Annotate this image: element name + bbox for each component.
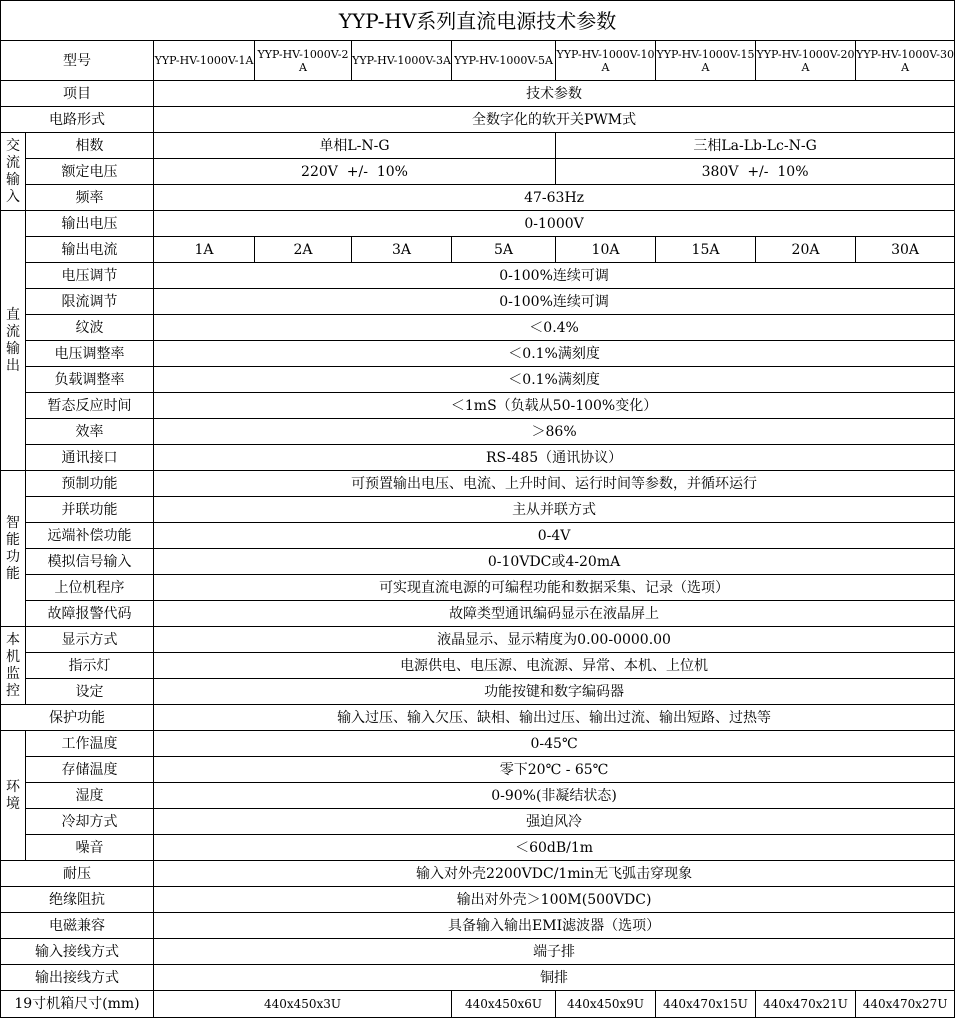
group-label-smart: 智能功能: [1, 471, 26, 627]
table-row: [1, 627, 955, 653]
table-row: [1, 835, 955, 861]
row-label: 额定电压: [26, 159, 154, 185]
row-value: ＜0.1%满刻度: [154, 367, 955, 393]
table-row: [1, 289, 955, 315]
table-row: [1, 757, 955, 783]
current-cell: 15A: [656, 237, 756, 263]
chassis-cell: 440x450x6U: [452, 991, 556, 1018]
row-value: 端子排: [154, 939, 955, 965]
current-cell: 20A: [756, 237, 856, 263]
current-cell: 5A: [452, 237, 556, 263]
row-value: 0-100%连续可调: [154, 289, 955, 315]
table-row: [1, 81, 955, 107]
row-label: 电磁兼容: [1, 913, 154, 939]
row-label: 噪音: [26, 835, 154, 861]
row-value: 0-100%连续可调: [154, 263, 955, 289]
row-label: 显示方式: [26, 627, 154, 653]
row-value: 可实现直流电源的可编程功能和数据采集、记录（选项）: [154, 575, 955, 601]
row-label: 输出电流: [26, 237, 154, 263]
table-row: [1, 133, 955, 159]
table-row: [1, 263, 955, 289]
row-value: 零下20℃ - 65℃: [154, 757, 955, 783]
row-value: 具备输入输出EMI滤波器（选项）: [154, 913, 955, 939]
table-row: [1, 523, 955, 549]
row-label: 19寸机箱尺寸(mm): [1, 991, 154, 1018]
chassis-cell: 440x450x9U: [556, 991, 656, 1018]
table-row: [1, 939, 955, 965]
row-value: 单相L-N-G: [154, 133, 556, 159]
row-label: 耐压: [1, 861, 154, 887]
row-value: 三相La-Lb-Lc-N-G: [556, 133, 955, 159]
row-label: 故障报警代码: [26, 601, 154, 627]
table-row: [1, 315, 955, 341]
row-label: 限流调节: [26, 289, 154, 315]
table-row: [1, 497, 955, 523]
row-label: 效率: [26, 419, 154, 445]
row-label: 远端补偿功能: [26, 523, 154, 549]
row-value: 功能按键和数字编码器: [154, 679, 955, 705]
model-cell: YYP-HV-1000V-15A: [656, 41, 756, 81]
table-row: [1, 419, 955, 445]
row-value: 0-1000V: [154, 211, 955, 237]
table-row: [1, 887, 955, 913]
model-cell: YYP-HV-1000V-2A: [255, 41, 352, 81]
row-value: 可预置输出电压、电流、上升时间、运行时间等参数，并循环运行: [154, 471, 955, 497]
row-value: RS-485（通讯协议）: [154, 445, 955, 471]
group-label-monitor: 本机监控: [1, 627, 26, 705]
group-label-ac-input: 交流输入: [1, 133, 26, 211]
current-cell: 30A: [856, 237, 955, 263]
table-row: [1, 445, 955, 471]
row-label: 电路形式: [1, 107, 154, 133]
model-cell: YYP-HV-1000V-5A: [452, 41, 556, 81]
table-row: [1, 237, 955, 263]
row-value: 0-10VDC或4-20mA: [154, 549, 955, 575]
row-label: 指示灯: [26, 653, 154, 679]
row-value: ＜1mS（负载从50-100%变化）: [154, 393, 955, 419]
table-row: [1, 991, 955, 1018]
table-row: [1, 367, 955, 393]
model-cell: YYP-HV-1000V-20A: [756, 41, 856, 81]
table-row: [1, 185, 955, 211]
row-label: 模拟信号输入: [26, 549, 154, 575]
row-value: 主从并联方式: [154, 497, 955, 523]
model-row: [1, 41, 955, 81]
row-value: 380V +/- 10%: [556, 159, 955, 185]
row-value: 输出对外壳＞100M(500VDC): [154, 887, 955, 913]
table-row: [1, 783, 955, 809]
row-label: 保护功能: [1, 705, 154, 731]
row-label: 频率: [26, 185, 154, 211]
group-label-dc-output: 直流输出: [1, 211, 26, 471]
row-label: 暂态反应时间: [26, 393, 154, 419]
row-value: 0-90%(非凝结状态): [154, 783, 955, 809]
row-label: 输入接线方式: [1, 939, 154, 965]
row-label: 纹波: [26, 315, 154, 341]
table-row: [1, 965, 955, 991]
table-row: [1, 679, 955, 705]
table-row: [1, 211, 955, 237]
row-label: 预制功能: [26, 471, 154, 497]
row-value: 强迫风冷: [154, 809, 955, 835]
row-value: ＜60dB/1m: [154, 835, 955, 861]
current-cell: 10A: [556, 237, 656, 263]
row-label: 电压调节: [26, 263, 154, 289]
row-value: 故障类型通讯编码显示在液晶屏上: [154, 601, 955, 627]
table-row: [1, 471, 955, 497]
table-row: [1, 601, 955, 627]
chassis-cell: 440x470x27U: [856, 991, 955, 1018]
row-label: 输出接线方式: [1, 965, 154, 991]
row-label: 并联功能: [26, 497, 154, 523]
model-cell: YYP-HV-1000V-1A: [154, 41, 255, 81]
row-label: 电压调整率: [26, 341, 154, 367]
table-row: [1, 341, 955, 367]
row-value: 47-63Hz: [154, 185, 955, 211]
page-title: YYP-HV系列直流电源技术参数: [1, 1, 955, 41]
current-cell: 2A: [255, 237, 352, 263]
row-value: 0-45℃: [154, 731, 955, 757]
current-cell: 1A: [154, 237, 255, 263]
row-value: ＜0.4%: [154, 315, 955, 341]
row-value: 全数字化的软开关PWM式: [154, 107, 955, 133]
row-value: 220V +/- 10%: [154, 159, 556, 185]
table-row: [1, 913, 955, 939]
group-label-environment: 环境: [1, 731, 26, 861]
row-label: 负载调整率: [26, 367, 154, 393]
row-label: 设定: [26, 679, 154, 705]
row-value: 电源供电、电压源、电流源、异常、本机、上位机: [154, 653, 955, 679]
row-label: 湿度: [26, 783, 154, 809]
chassis-cell: 440x470x15U: [656, 991, 756, 1018]
chassis-cell: 440x470x21U: [756, 991, 856, 1018]
item-header-label: 项目: [1, 81, 154, 107]
row-value: 液晶显示、显示精度为0.00-0000.00: [154, 627, 955, 653]
row-label: 输出电压: [26, 211, 154, 237]
row-label: 上位机程序: [26, 575, 154, 601]
model-header: 型号: [1, 41, 154, 81]
chassis-cell: 440x450x3U: [154, 991, 452, 1018]
table-row: [1, 731, 955, 757]
row-value: 输入过压、输入欠压、缺相、输出过压、输出过流、输出短路、过热等: [154, 705, 955, 731]
row-value: 0-4V: [154, 523, 955, 549]
table-row: [1, 107, 955, 133]
model-cell: YYP-HV-1000V-10A: [556, 41, 656, 81]
table-row: [1, 549, 955, 575]
item-header-value: 技术参数: [154, 81, 955, 107]
row-label: 冷却方式: [26, 809, 154, 835]
row-label: 通讯接口: [26, 445, 154, 471]
row-label: 工作温度: [26, 731, 154, 757]
table-row: [1, 575, 955, 601]
row-label: 存储温度: [26, 757, 154, 783]
row-value: ＜0.1%满刻度: [154, 341, 955, 367]
table-row: [1, 393, 955, 419]
model-cell: YYP-HV-1000V-30A: [856, 41, 955, 81]
table-row: [1, 653, 955, 679]
table-row: [1, 159, 955, 185]
row-label: 相数: [26, 133, 154, 159]
row-value: 铜排: [154, 965, 955, 991]
table-row: [1, 809, 955, 835]
row-value: 输入对外壳2200VDC/1min无飞弧击穿现象: [154, 861, 955, 887]
row-value: ＞86%: [154, 419, 955, 445]
table-row: [1, 861, 955, 887]
table-row: [1, 705, 955, 731]
row-label: 绝缘阻抗: [1, 887, 154, 913]
current-cell: 3A: [352, 237, 452, 263]
model-cell: YYP-HV-1000V-3A: [352, 41, 452, 81]
